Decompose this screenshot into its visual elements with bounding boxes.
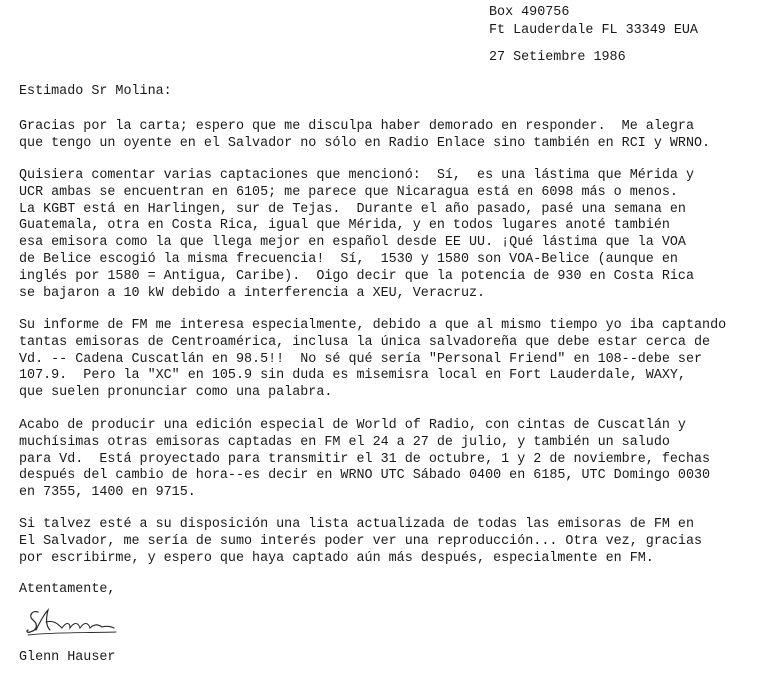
text-line: La KGBT está en Harlingen, sur de Tejas. Durante el año pasado, pasé una semana en (19, 201, 686, 217)
sender-address (489, 4, 698, 40)
text-line: El Salvador, me sería de sumo interés poder ver una reproducción... Otra vez, gracias (19, 533, 703, 549)
text-line: muchísimas otras emisoras captadas en FM el 24 a 27 de julio, y también un saludo (19, 434, 670, 450)
text-line: Quisiera comentar varias captaciones que mencionó: Sí, es una lástima que Mérida y (19, 168, 694, 183)
text-line: Guatemala, otra en Costa Rica, igual que Mérida, y en todos lugares anoté también (19, 218, 670, 234)
text-line: para Vd. Está proyectado para transmitir el 31 de octubre, 1 y 2 de noviembre, fechas (19, 451, 711, 467)
text-line: que tengo un oyente en el Salvador no sólo en Radio Enlace sino también en RCI y WRNO. (19, 135, 711, 151)
paragraph-captaciones (19, 168, 694, 302)
text-line: después del cambio de hora--es decir en WRNO UTC Sábado 0400 en 6185, UTC Domingo 0030 (19, 468, 711, 484)
text-line: de Belice escogió la misma frecuencia! Sí, 1530 y 1580 son VOA-Belice (aunque en (19, 251, 678, 267)
text-line: Vd. -- Cadena Cuscatlán en 98.5!! No sé qué sería "Personal Friend" en 108--debe ser (19, 351, 703, 367)
paragraph-fm-list-request (19, 517, 702, 567)
text-line: Si talvez esté a su disposición una lista actualizada de todas las emisoras de FM en (19, 517, 694, 532)
text-line: se bajaron a 10 kW debido a interferencia a XEU, Veracruz. (19, 285, 486, 301)
handwritten-signature (24, 604, 124, 638)
paragraph-fm-report (19, 318, 726, 402)
text-line: 107.9. Pero la "XC" en 105.9 sin duda es misemisra local en Fort Lauderdale, WAXY, (19, 368, 686, 384)
text-line: Su informe de FM me interesa especialmente, debido a que al mismo tiempo yo iba captando (19, 318, 727, 333)
signer-name: Glenn Hauser (19, 650, 116, 665)
text-line: que suelen pronunciar como una palabra. (19, 385, 333, 401)
text-line: tantas emisoras de Centroamérica, inclusa la única salvadoreña que debe estar cerca de (19, 334, 711, 350)
text-line: UCR ambas se encuentran en 6105; me parece que Nicaragua está en 6098 más o menos. (19, 184, 678, 200)
letter-date: 27 Setiembre 1986 (489, 50, 626, 65)
text-line: Acabo de producir una edición especial de World of Radio, con cintas de Cuscatlán y (19, 418, 686, 433)
paragraph-thanks (19, 119, 710, 153)
text-line: inglés por 1580 = Antigua, Caribe). Oigo decir que la potencia de 930 en Costa Rica (19, 268, 694, 284)
address-line-city: Ft Lauderdale FL 33349 EUA (489, 23, 698, 38)
text-line: esa emisora como la que llega mejor en español desde EE UU. ¡Qué lástima que la VOA (19, 235, 686, 251)
address-line-box: Box 490756 (489, 5, 570, 20)
text-line: por escribirme, y espero que haya captado aún más después, especialmente en FM. (19, 550, 654, 566)
paragraph-world-of-radio (19, 418, 710, 502)
text-line: Gracias por la carta; espero que me disculpa haber demorado en responder. Me alegra (19, 119, 694, 134)
text-line: en 7355, 1400 en 9715. (19, 485, 196, 501)
salutation: Estimado Sr Molina: (19, 84, 172, 99)
closing: Atentamente, (19, 582, 116, 597)
